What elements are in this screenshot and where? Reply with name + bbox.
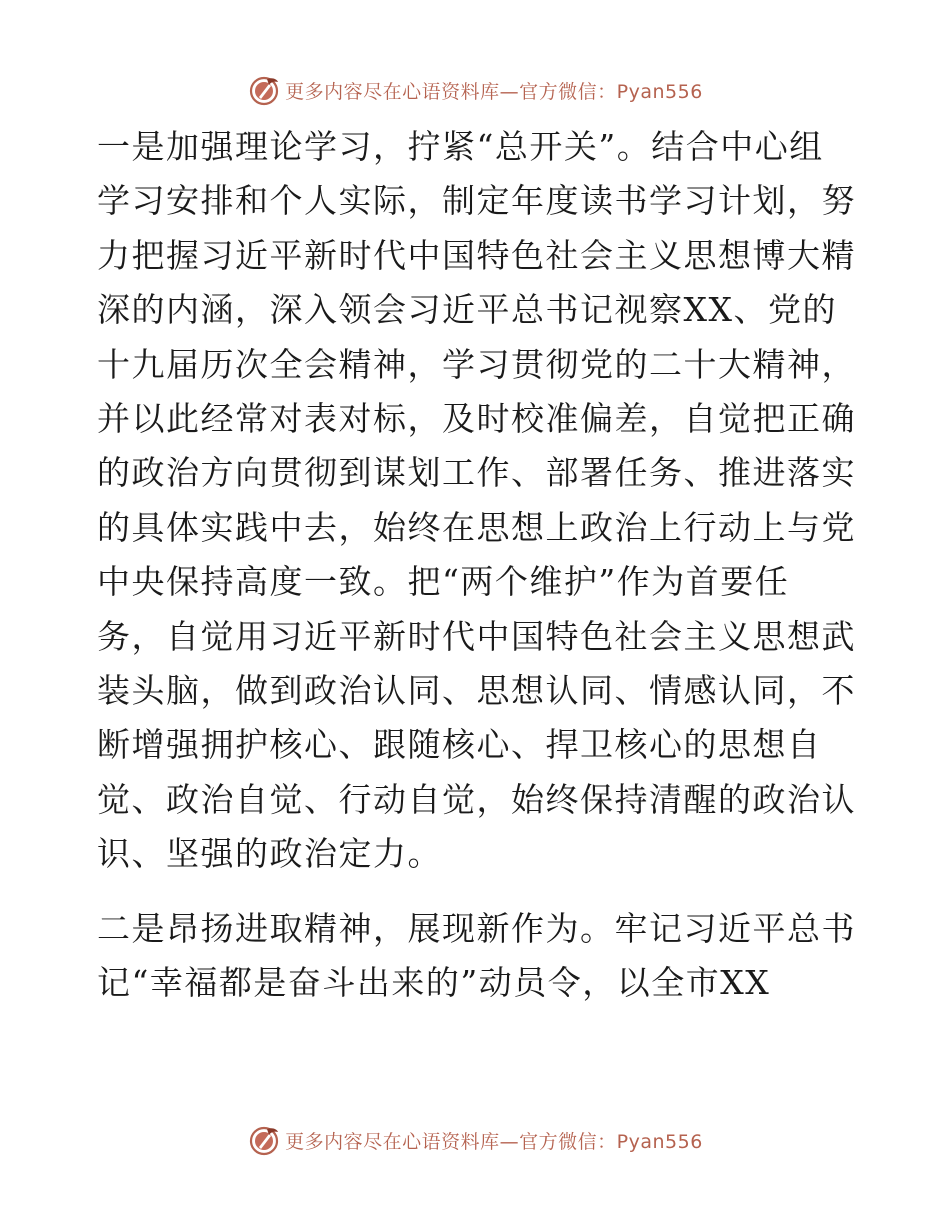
footer-banner-text: 更多内容尽在心语资料库—官方微信：Pyan556 bbox=[285, 1130, 703, 1153]
header-banner-text: 更多内容尽在心语资料库—官方微信：Pyan556 bbox=[285, 80, 703, 103]
footer-banner bbox=[0, 1120, 950, 1160]
header-banner bbox=[0, 70, 950, 110]
quill-logo-icon bbox=[247, 1123, 281, 1157]
quill-logo-icon bbox=[247, 73, 281, 107]
paragraph-2: 二是昂扬进取精神，展现新作为。牢记习近平总书记“幸福都是奋斗出来的”动员令，以全市XX bbox=[97, 908, 856, 1003]
paragraph-1: 一是加强理论学习，拧紧“总开关”。结合中心组学习安排和个人实际，制定年度读书学习计划，努力把握习近平新时代中国特色社会主义思想博大精深的内涵，深入领会习近平总书记视察XX、党的十九届历次全会精神，学习贯彻党的二十大精神，并以此经常对表对标，及时校准偏差，自觉把正确的政治方向贯彻到谋划工作、部署任务、推进落实的具体实践中去，始终在思想上政治上行动上与党中央保持高度一致。把“两个维护”作为首要任务，自觉用习近平新时代中国特色社会主义思想武装头脑，做到政治认同、思想认同、情感认同，不断增强拥护核心、跟随核心、捍卫核心的思想自觉、政治自觉、行动自觉，始终保持清醒的政治认识、坚强的政治定力。 bbox=[97, 127, 856, 874]
document-body bbox=[97, 120, 857, 1011]
